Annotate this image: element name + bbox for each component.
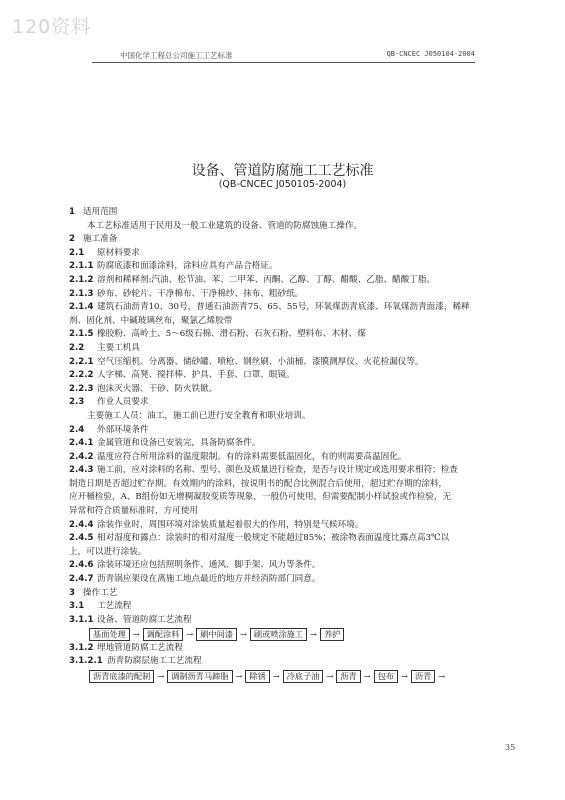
- flow-arrow: →: [272, 670, 280, 681]
- flow2-step: 冷底子油: [283, 670, 324, 683]
- section-2-3-heading: 2.3 作业人员要求: [69, 397, 149, 408]
- section-2-heading: 2 施工准备: [69, 234, 118, 245]
- section-3-1-heading: 3.1 工艺流程: [69, 601, 132, 612]
- flow1-step: 刷中间漆: [196, 628, 237, 641]
- item-3-1-2-1: 3.1.2.1 沥青防腐层施工工艺流程: [69, 656, 202, 667]
- item-2-1-4: 2.1.4 建筑石油沥青10、30号，普通石油沥青75、65、55号，环氧煤沥青底漆、环氧煤沥青面漆，稀释: [69, 302, 470, 313]
- flow1-step: 养护: [320, 628, 344, 641]
- flow-arrow: →: [235, 670, 243, 681]
- flow2-step: 除锈: [245, 670, 269, 683]
- section-2-1-heading: 2.1 原材料要求: [69, 247, 140, 258]
- item-2-1-4-cont: 剂、固化剂、中碱玻璃丝布，聚氯乙烯胶带: [69, 315, 233, 326]
- section-2-3-text: 主要施工人员：油工，施工前已进行安全教育和职业培训。: [87, 410, 311, 421]
- item-2-4-3-cont-3: 异常和符合质量标准时，方可使用: [69, 506, 198, 517]
- flow-arrow: →: [132, 629, 140, 640]
- section-1-heading: 1 适用范围: [69, 207, 118, 217]
- flow-arrow: →: [363, 670, 371, 681]
- document-code: (QB-CNCEC J050105-2004): [218, 179, 347, 190]
- item-2-2-3: 2.2.3 泡沫灭火器、干砂、防火铁锨。: [69, 383, 218, 394]
- flow-arrow: →: [157, 670, 165, 681]
- section-2-4-heading: 2.4 外部环境条件: [69, 424, 149, 435]
- document-body: [69, 206, 489, 683]
- item-2-4-2: 2.4.2 温度应符合所用涂料的温度限制。有的涂料需要低温固化，有的则需要高温固化。: [69, 451, 407, 462]
- item-2-1-2: 2.1.2 溶剂和稀释剂:汽油、松节油、苯、二甲苯、丙酮、乙醇、丁醇、醋酸、乙脂、醋酸丁脂。: [69, 274, 436, 285]
- item-2-1-3: 2.1.3 砂布、砂轮片、干净棉布、干净棉纱、抹布、粗砂纸。: [69, 288, 304, 299]
- flowchart-2: [69, 669, 489, 683]
- flow1-step: 基面处理: [89, 628, 130, 641]
- item-2-4-3-cont-1: 制造日期是否超过贮存期。有效期内的涂料，按说明书的配合比例混合后使用，超过贮存期的涂料，: [69, 478, 448, 489]
- item-2-4-3-cont-2: 应开桶检验，A、B组份如无增稠凝胶变质等现象，一般仍可使用，但需要配制小样试验或作检验，无: [69, 492, 452, 503]
- flow2-step: 沥青: [336, 670, 360, 683]
- item-2-4-4: 2.4.4 涂装作业时，周围环境对涂装质量起着很大的作用，特别是气候环境。: [69, 519, 364, 530]
- flow1-step: 刷或喷涂施工: [250, 628, 307, 641]
- item-2-4-5: 2.4.5 相对湿度和露点：涂装时的相对湿度一般规定不能超过85%；被涂物表面温度比露点高3℃以: [69, 533, 450, 544]
- flowchart-1: [69, 627, 489, 641]
- flow2-step: 沥青底漆的配制: [89, 670, 154, 683]
- page-number: 35: [505, 743, 516, 752]
- item-2-4-3: 2.4.3 施工前，应对涂料的名称、型号、颜色及质量进行检查，是否与设计规定或选用要求相符；检查: [69, 465, 458, 476]
- header-left: 中国化学工程总公司施工工艺标准: [120, 51, 233, 60]
- flow2-step: 沥青: [411, 670, 435, 683]
- section-1-text: 本工艺标准适用于民用及一般工业建筑的设备、管道的防腐蚀施工操作。: [87, 220, 363, 231]
- item-2-4-5-cont: 上，可以进行涂装。: [69, 546, 147, 557]
- flow-arrow: →: [400, 670, 408, 681]
- flow-arrow: →: [240, 629, 247, 640]
- section-2-2-heading: 2.2 主要工机具: [69, 342, 140, 353]
- item-3-1-1: 3.1.1 设备、管道防腐工艺流程: [69, 614, 192, 625]
- flow-arrow: →: [186, 629, 194, 640]
- item-2-4-1: 2.4.1 金属管道和设备已安装完，具备防腐条件。: [69, 438, 261, 449]
- item-3-1-2: 3.1.2 埋地管道防腐工艺流程: [69, 642, 183, 653]
- item-2-2-2: 2.2.2 人字梯、高凳、搅拌棒、护具、手套、口罩、眼镜。: [69, 370, 295, 381]
- item-2-1-5: 2.1.5 橡胶粉、高岭土、5～6级石棉、滑石粉、石灰石粉、塑料布、木材、煤: [69, 329, 366, 340]
- flow1-step: 调配涂料: [143, 628, 184, 641]
- flow2-step: 包布: [374, 670, 398, 683]
- item-2-4-6: 2.4.6 涂装环境还应包括照明条件、通风、脚手架、风力等条件。: [69, 560, 321, 571]
- header-rule: [92, 62, 475, 63]
- flow2-step: 调制沥青马蹄脂: [167, 670, 232, 683]
- section-3-heading: 3 操作工艺: [69, 587, 118, 598]
- item-2-1-1: 2.1.1 防腐底漆和面漆涂料，涂料应具有产品合格证。: [69, 261, 278, 272]
- flow-arrow: →: [438, 670, 446, 681]
- flow-arrow: →: [326, 670, 334, 681]
- watermark: 120资料: [12, 16, 92, 38]
- flow-arrow: →: [310, 629, 317, 640]
- document-title: 设备、管道防腐施工工艺标准: [191, 163, 374, 179]
- item-2-4-7: 2.4.7 沥青锅应架设在离施工地点最近的地方并经消防部门同意。: [69, 574, 321, 585]
- header-right: QB-CNCEC J050104-2004: [386, 50, 475, 58]
- item-2-2-1: 2.2.1 空气压缩机、分离器、储砂罐、喷枪、钢丝刷、小油桶、漆膜测厚仪、火花检漏仪等。: [69, 356, 424, 367]
